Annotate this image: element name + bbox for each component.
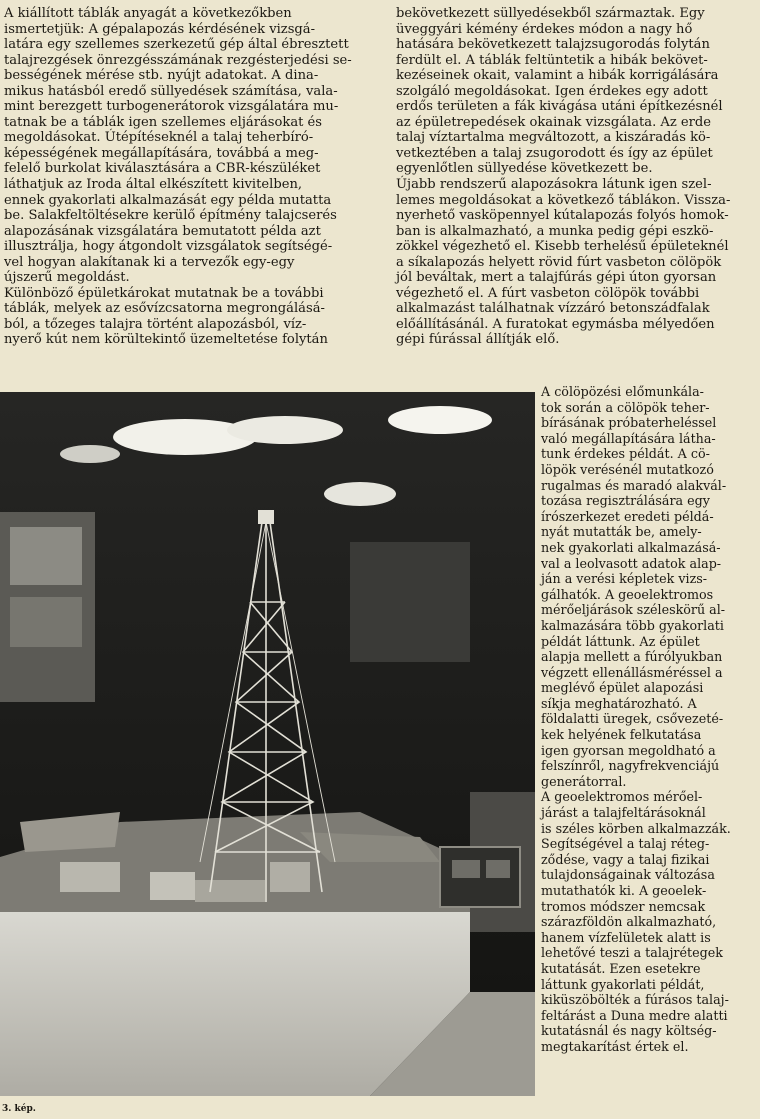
drilling-rig-model-illustration [0, 392, 535, 1096]
figure-caption: 3. kép. [2, 1104, 36, 1114]
text-column-beside-figure: A cölöpözési előmunkála- tok során a cölöpök teher- bírásának próbaterheléssel való megállapítására látha- tunk érdekes példát. A cö- löpök verésénél mutatkozó rugalmas és maradó alakvál- tozása regisztrálására egy írószerkezet eredeti példá- nyát mutatták be, amely- nek gyakorlati alkalmazásá- val a leolvasott adatok alap- ján a verési képletek vizs- gálhatók. A geoelektromos mérőeljárások széleskörű al- kalmazására több gyakorlati példát láttunk. Az épület alapja mellett a fúrólyukban végzett ellenállásméréssel a meglévő épület alapozási síkja meghatározható. A földalatti üregek, csővezeté- kek helyének felkutatása igen gyorsan megoldható a felszínről, nagyfrekvenciájú generátorral. A geoelektromos mérőel- járást a talajfeltárásoknál is széles körben alkalmazzák. Segítségével a talaj réteg- ződése, vagy a talaj fizikai tulajdonságainak változása mutathatók ki. A geoelek- tromos módszer nemcsak szárazföldön alkalmazható, hanem vízfelületek alatt is lehetővé teszi a talajrétegek kutatását. Ezen esetekre láttunk gyakorlati példát, kiküszöbölték a fúrásos talaj- feltárást a Duna medre alatti kutatásnál és nagy költség- megtakarítást értek el. [541, 384, 731, 1054]
text-column-right: bekövetkezett süllyedésekből származtak. Egy üveggyári kémény érdekes módon a nagy hő hatására bekövetkezett talajzsugorodás folytán ferdült el. A táblák feltüntetik a hibák bekövet- kezéseinek okait, valamint a hibák korrigálására szolgáló megoldásokat. Igen érdekes egy adott erdős területen a fák kivágása utáni építkezésnél az épületrepedések okainak vizsgálata. Az erde talaj víztartalma megváltozott, a kiszáradás kö- vetkeztében a talaj zsugorodott és így az épület egyenlőtlen süllyedése következett be. Újabb rendszerű alapozásokra látunk igen szel- lemes megoldásokat a következő táblákon. Vissza- nyerhető vasköpennyel kútalapozás folyós homok- ban is alkalmazható, a munka pedig gépi eszkö- zökkel végezhető el. Kisebb terhelésű épületeknél a síkalapozás helyett rövid fúrt vasbeton cölöpök jól beváltak, mert a talajfúrás gépi úton gyorsan végezhető el. A fúrt vasbeton cölöpök további alkalmazást találhatnak vízzáró betonszádfalak előállításánál. A furatokat egymásba mélyedően gépi fúrással állítják elő. [396, 6, 731, 348]
text-column-left: A kiállított táblák anyagát a következőkben ismertetjük: A gépalapozás kérdésének vizsgá- latára egy szellemes szerkezetű gép által ébresztett talajrezgések önrezgésszámának rezgésterjedési se- bességének mérése stb. nyújt adatokat. A dina- mikus hatásból eredő süllyedések számítása, vala- mint berezgett turbogenerátorok vizsgálatára mu- tatnak be a táblák igen szellemes eljárásokat és megoldásokat. Útépítéseknél a talaj teherbíró- képességének megállapítására, továbbá a meg- felelő burkolat kiválasztására a CBR-készüléket láthatjuk az Iroda által elkészített kivitelben, ennek gyakorlati alkalmazását egy példa mutatta be. Salakfeltöltésekre kerülő építmény talajcserés alapozásának vizsgálatára bemutatott példa azt illusztrálja, hogy átgondolt vizsgálatok segítségé- vel hogyan alakítanak ki a tervezők egy-egy újszerű megoldást. Különböző épületkárokat mutatnak be a további táblák, melyek az esővízcsatorna megrongálásá- ból, a tőzeges talajra történt alapozásból, víz- nyerő kút nem körültekintő üzemeltetése folytán [4, 6, 352, 348]
exhibition-photo [0, 392, 535, 1096]
